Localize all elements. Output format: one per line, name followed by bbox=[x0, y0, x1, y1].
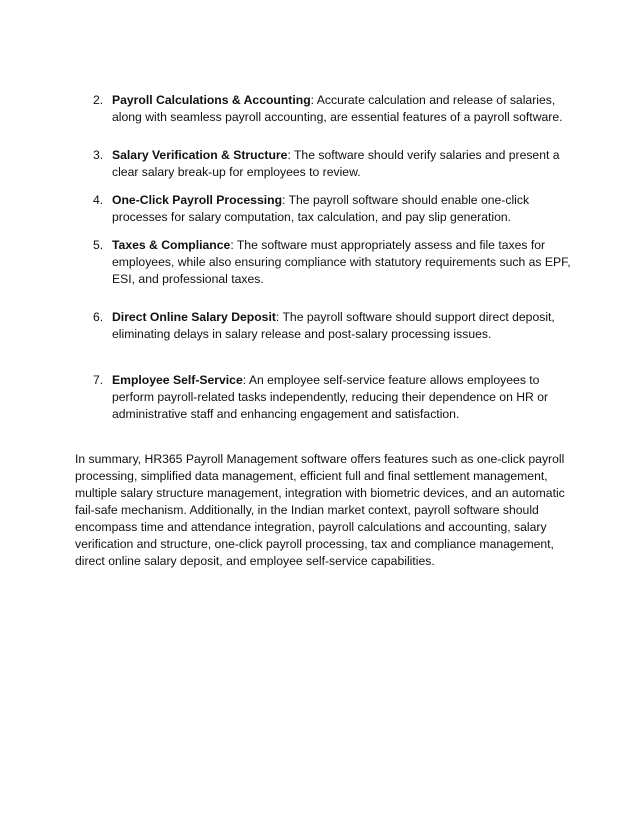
list-item-body bbox=[112, 192, 574, 226]
feature-term: One-Click Payroll Processing bbox=[112, 193, 283, 207]
feature-description: : The software must appropriately assess and file taxes for employees, while also ensuring compliance with statutory requirements such as EPF, ESI, and professional taxes. bbox=[112, 238, 571, 286]
list-item-number: 6. bbox=[93, 310, 104, 324]
feature-term: Salary Verification & Structure bbox=[112, 148, 288, 162]
feature-term: Direct Online Salary Deposit bbox=[112, 310, 276, 324]
list-item-number: 4. bbox=[93, 193, 104, 207]
feature-description: : Accurate calculation and release of salaries, along with seamless payroll accounting, are essential features of a payroll software. bbox=[112, 93, 563, 124]
feature-term: Payroll Calculations & Accounting bbox=[112, 93, 311, 107]
list-item-body bbox=[112, 309, 574, 343]
list-item-body bbox=[112, 92, 574, 126]
feature-description: : The payroll software should enable one-click processes for salary computation, tax calculation, and pay slip generation. bbox=[112, 193, 530, 224]
feature-description: : The payroll software should support direct deposit, eliminating delays in salary release and post-salary processing issues. bbox=[112, 310, 555, 341]
feature-term: Taxes & Compliance bbox=[112, 238, 231, 252]
feature-description: : An employee self-service feature allows employees to perform payroll-related tasks independently, reducing their dependence on HR or administrative staff and enhancing engagement and satisfaction. bbox=[112, 373, 549, 421]
list-item-body bbox=[112, 237, 574, 288]
feature-description: : The software should verify salaries and present a clear salary break-up for employees to review. bbox=[112, 148, 560, 179]
summary-paragraph: In summary, HR365 Payroll Management software offers features such as one-click payroll processing, simplified data management, efficient full and final settlement management, multiple salary structure management, integration with biometric devices, and an automatic fail-safe mechanism. Additionally, in the Indian market context, payroll software should encompass time and attendance integration, payroll calculations and accounting, salary verification and structure, one-click payroll processing, tax and compliance management, direct online salary deposit, and employee self-service capabilities. bbox=[75, 452, 565, 568]
list-item-number: 2. bbox=[93, 93, 104, 107]
list-item-body bbox=[112, 372, 574, 423]
list-item-number: 3. bbox=[93, 148, 104, 162]
list-item-number: 5. bbox=[93, 238, 104, 252]
list-item-body bbox=[112, 147, 574, 181]
list-item-number: 7. bbox=[93, 373, 104, 387]
feature-term: Employee Self-Service bbox=[112, 373, 243, 387]
